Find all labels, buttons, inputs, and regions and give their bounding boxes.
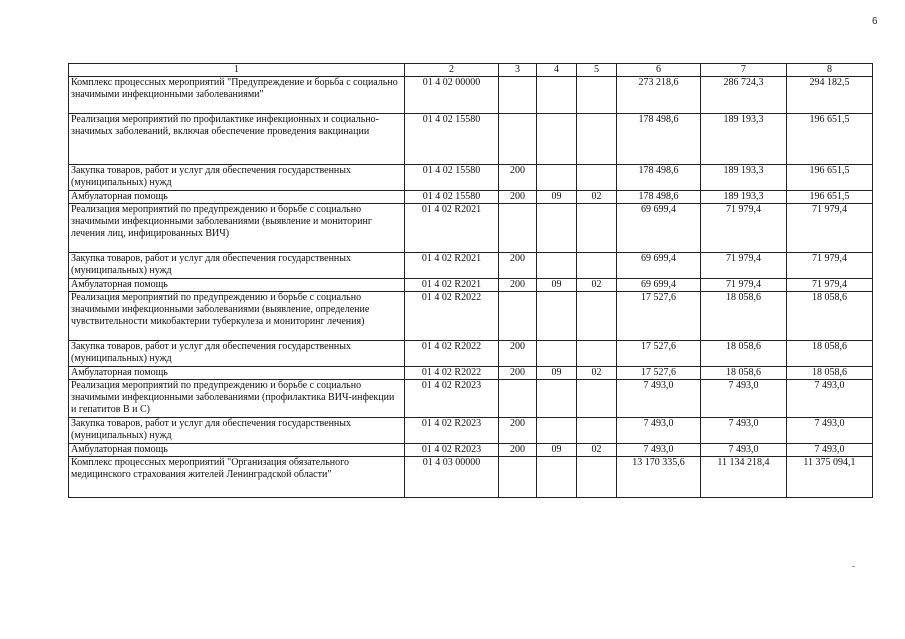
row-col5-cell — [577, 457, 617, 498]
table-row — [69, 253, 873, 279]
budget-table — [68, 63, 873, 498]
table-row — [69, 380, 873, 418]
row-value-col8-cell: 18 058,6 — [787, 292, 873, 341]
table-row — [69, 292, 873, 341]
row-col5-cell: 02 — [577, 279, 617, 292]
header-col-3: 3 — [499, 64, 537, 77]
row-col3-cell — [499, 77, 537, 114]
row-col3-cell: 200 — [499, 418, 537, 444]
row-value-col6-cell: 7 493,0 — [617, 418, 701, 444]
row-code-cell: 01 4 02 15580 — [405, 191, 499, 204]
row-value-col7-cell: 71 979,4 — [701, 253, 787, 279]
row-col3-cell: 200 — [499, 279, 537, 292]
row-col3-cell: 200 — [499, 341, 537, 367]
row-code-cell: 01 4 02 R2023 — [405, 380, 499, 418]
table-row — [69, 165, 873, 191]
row-value-col8-cell: 7 493,0 — [787, 444, 873, 457]
scan-mark — [852, 566, 855, 567]
row-value-col6-cell: 178 498,6 — [617, 114, 701, 165]
row-value-col7-cell: 189 193,3 — [701, 165, 787, 191]
row-col3-cell — [499, 114, 537, 165]
row-col5-cell — [577, 165, 617, 191]
row-value-col8-cell: 71 979,4 — [787, 204, 873, 253]
row-col4-cell — [537, 341, 577, 367]
row-name-cell: Закупка товаров, работ и услуг для обеспечения государственных (муниципальных) нужд — [69, 418, 405, 444]
table-row — [69, 114, 873, 165]
row-name-cell: Реализация мероприятий по предупреждению и борьбе с социально значимыми инфекционными заболеваниями (выявление и мониторинг лечения лиц, инфицированных ВИЧ) — [69, 204, 405, 253]
row-col4-cell: 09 — [537, 367, 577, 380]
row-name-cell: Реализация мероприятий по предупреждению и борьбе с социально значимыми инфекционными заболеваниями (профилактика ВИЧ-инфекции и гепатитов В и С) — [69, 380, 405, 418]
row-col3-cell: 200 — [499, 191, 537, 204]
row-value-col6-cell: 178 498,6 — [617, 191, 701, 204]
table-row — [69, 367, 873, 380]
row-col3-cell: 200 — [499, 165, 537, 191]
header-col-1: 1 — [69, 64, 405, 77]
row-name-cell: Закупка товаров, работ и услуг для обеспечения государственных (муниципальных) нужд — [69, 253, 405, 279]
row-value-col6-cell: 7 493,0 — [617, 380, 701, 418]
row-value-col6-cell: 69 699,4 — [617, 279, 701, 292]
row-col5-cell — [577, 418, 617, 444]
row-col3-cell: 200 — [499, 444, 537, 457]
row-col5-cell — [577, 77, 617, 114]
header-col-6: 6 — [617, 64, 701, 77]
row-col3-cell — [499, 457, 537, 498]
table-row — [69, 457, 873, 498]
row-name-cell: Комплекс процессных мероприятий "Предупреждение и борьба с социально значимыми инфекционными заболеваниями" — [69, 77, 405, 114]
row-code-cell: 01 4 02 15580 — [405, 165, 499, 191]
row-value-col7-cell: 189 193,3 — [701, 114, 787, 165]
table-row — [69, 418, 873, 444]
row-value-col8-cell: 7 493,0 — [787, 418, 873, 444]
row-code-cell: 01 4 02 R2021 — [405, 253, 499, 279]
row-value-col8-cell: 18 058,6 — [787, 341, 873, 367]
row-name-cell: Амбулаторная помощь — [69, 444, 405, 457]
row-value-col8-cell: 7 493,0 — [787, 380, 873, 418]
row-value-col7-cell: 7 493,0 — [701, 418, 787, 444]
header-col-2: 2 — [405, 64, 499, 77]
row-col5-cell — [577, 253, 617, 279]
row-col3-cell — [499, 292, 537, 341]
row-value-col8-cell: 18 058,6 — [787, 367, 873, 380]
row-col5-cell: 02 — [577, 444, 617, 457]
row-col4-cell — [537, 292, 577, 341]
table-row — [69, 191, 873, 204]
row-col4-cell — [537, 253, 577, 279]
row-value-col7-cell: 18 058,6 — [701, 292, 787, 341]
row-code-cell: 01 4 02 R2023 — [405, 444, 499, 457]
header-col-7: 7 — [701, 64, 787, 77]
row-col5-cell — [577, 292, 617, 341]
header-col-8: 8 — [787, 64, 873, 77]
row-col5-cell: 02 — [577, 191, 617, 204]
row-col4-cell — [537, 457, 577, 498]
row-value-col8-cell: 71 979,4 — [787, 253, 873, 279]
row-code-cell: 01 4 02 15580 — [405, 114, 499, 165]
row-value-col6-cell: 273 218,6 — [617, 77, 701, 114]
row-value-col7-cell: 286 724,3 — [701, 77, 787, 114]
header-col-5: 5 — [577, 64, 617, 77]
row-col4-cell: 09 — [537, 279, 577, 292]
page-number: 6 — [872, 16, 878, 27]
row-value-col7-cell: 11 134 218,4 — [701, 457, 787, 498]
row-value-col8-cell: 11 375 094,1 — [787, 457, 873, 498]
row-col4-cell: 09 — [537, 191, 577, 204]
row-value-col6-cell: 17 527,6 — [617, 292, 701, 341]
table-row — [69, 279, 873, 292]
row-value-col8-cell: 196 651,5 — [787, 114, 873, 165]
row-name-cell: Амбулаторная помощь — [69, 191, 405, 204]
row-col4-cell — [537, 418, 577, 444]
row-code-cell: 01 4 02 00000 — [405, 77, 499, 114]
header-row — [69, 64, 873, 77]
row-col4-cell — [537, 380, 577, 418]
table-row — [69, 444, 873, 457]
row-name-cell: Амбулаторная помощь — [69, 367, 405, 380]
row-col4-cell: 09 — [537, 444, 577, 457]
row-col4-cell — [537, 77, 577, 114]
row-col4-cell — [537, 114, 577, 165]
row-value-col7-cell: 71 979,4 — [701, 204, 787, 253]
row-code-cell: 01 4 02 R2022 — [405, 292, 499, 341]
row-value-col7-cell: 7 493,0 — [701, 380, 787, 418]
row-value-col7-cell: 71 979,4 — [701, 279, 787, 292]
row-value-col6-cell: 13 170 335,6 — [617, 457, 701, 498]
row-value-col6-cell: 178 498,6 — [617, 165, 701, 191]
row-col5-cell — [577, 204, 617, 253]
row-col4-cell — [537, 204, 577, 253]
table-row — [69, 77, 873, 114]
row-code-cell: 01 4 02 R2021 — [405, 204, 499, 253]
row-col5-cell — [577, 341, 617, 367]
row-name-cell: Комплекс процессных мероприятий "Организация обязательного медицинского страхования жителей Ленинградской области" — [69, 457, 405, 498]
row-value-col7-cell: 18 058,6 — [701, 341, 787, 367]
table-body — [69, 77, 873, 498]
row-code-cell: 01 4 03 00000 — [405, 457, 499, 498]
row-code-cell: 01 4 02 R2022 — [405, 367, 499, 380]
row-col3-cell — [499, 380, 537, 418]
row-value-col7-cell: 7 493,0 — [701, 444, 787, 457]
row-col5-cell — [577, 380, 617, 418]
row-code-cell: 01 4 02 R2023 — [405, 418, 499, 444]
row-col3-cell: 200 — [499, 367, 537, 380]
row-col3-cell — [499, 204, 537, 253]
table-row — [69, 341, 873, 367]
row-col4-cell — [537, 165, 577, 191]
row-col3-cell: 200 — [499, 253, 537, 279]
row-value-col8-cell: 294 182,5 — [787, 77, 873, 114]
row-col5-cell — [577, 114, 617, 165]
table-row — [69, 204, 873, 253]
row-value-col6-cell: 17 527,6 — [617, 367, 701, 380]
row-value-col8-cell: 71 979,4 — [787, 279, 873, 292]
row-value-col6-cell: 17 527,6 — [617, 341, 701, 367]
row-value-col6-cell: 7 493,0 — [617, 444, 701, 457]
row-code-cell: 01 4 02 R2022 — [405, 341, 499, 367]
row-code-cell: 01 4 02 R2021 — [405, 279, 499, 292]
row-col5-cell: 02 — [577, 367, 617, 380]
row-value-col8-cell: 196 651,5 — [787, 191, 873, 204]
row-value-col8-cell: 196 651,5 — [787, 165, 873, 191]
row-value-col7-cell: 189 193,3 — [701, 191, 787, 204]
row-value-col6-cell: 69 699,4 — [617, 253, 701, 279]
header-col-4: 4 — [537, 64, 577, 77]
row-name-cell: Закупка товаров, работ и услуг для обеспечения государственных (муниципальных) нужд — [69, 165, 405, 191]
row-name-cell: Амбулаторная помощь — [69, 279, 405, 292]
row-value-col6-cell: 69 699,4 — [617, 204, 701, 253]
row-value-col7-cell: 18 058,6 — [701, 367, 787, 380]
row-name-cell: Закупка товаров, работ и услуг для обеспечения государственных (муниципальных) нужд — [69, 341, 405, 367]
row-name-cell: Реализация мероприятий по предупреждению и борьбе с социально значимыми инфекционными заболеваниями (выявление, определение чувствительности микобактерии туберкулеза и мониторинг лечения) — [69, 292, 405, 341]
row-name-cell: Реализация мероприятий по профилактике инфекционных и социально-значимых заболеваний, включая обеспечение проведения вакцинации — [69, 114, 405, 165]
